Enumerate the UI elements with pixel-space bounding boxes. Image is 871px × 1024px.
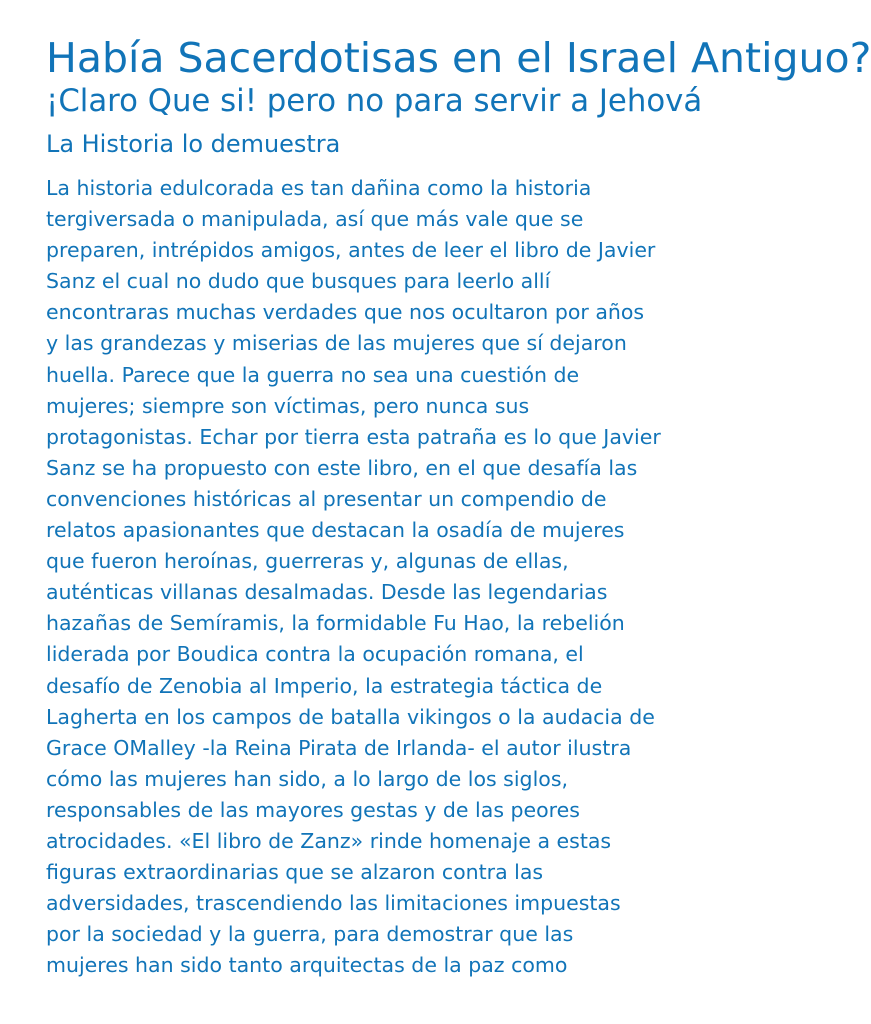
document-tagline: La Historia lo demuestra [46, 130, 341, 158]
body-line: adversidades, trascendiendo las limitaciones impuestas [46, 891, 621, 916]
body-line: protagonistas. Echar por tierra esta patraña es lo que Javier [46, 424, 661, 449]
body-line: auténticas villanas desalmadas. Desde las legendarias [46, 580, 608, 605]
document-title: Había Sacerdotisas en el Israel Antiguo? [46, 34, 871, 82]
body-line: figuras extraordinarias que se alzaron contra las [46, 860, 544, 885]
body-line: relatos apasionantes que destacan la osadía de mujeres [46, 518, 625, 543]
body-line: Lagherta en los campos de batalla vikingos o la audacia de [46, 704, 655, 729]
body-line: Grace OMalley -la Reina Pirata de Irlanda- el autor ilustra [46, 735, 632, 760]
body-line: atrocidades. «El libro de Zanz» rinde homenaje a estas [46, 828, 612, 853]
body-line: desafío de Zenobia al Imperio, la estrategia táctica de [46, 673, 603, 698]
body-line: mujeres han sido tanto arquitectas de la paz como [46, 953, 568, 978]
body-line: preparen, intrépidos amigos, antes de leer el libro de Javier [46, 238, 656, 263]
body-paragraph [46, 173, 736, 981]
body-line: encontraras muchas verdades que nos ocultaron por años [46, 300, 645, 325]
body-line: mujeres; siempre son víctimas, pero nunca sus [46, 393, 530, 418]
document-page [46, 34, 871, 981]
body-line: Sanz el cual no dudo que busques para leerlo allí [46, 269, 551, 294]
body-line: por la sociedad y la guerra, para demostrar que las [46, 922, 574, 947]
body-line: huella. Parece que la guerra no sea una cuestión de [46, 362, 580, 387]
document-subtitle: ¡Claro Que si! pero no para servir a Jehová [46, 83, 703, 119]
body-line: que fueron heroínas, guerreras y, algunas de ellas, [46, 549, 569, 574]
body-line: La historia edulcorada es tan dañina como la historia [46, 176, 592, 200]
body-line: convenciones históricas al presentar un compendio de [46, 486, 607, 511]
body-line: cómo las mujeres han sido, a lo largo de los siglos, [46, 766, 569, 791]
body-line: liderada por Boudica contra la ocupación romana, el [46, 642, 584, 667]
body-line: tergiversada o manipulada, así que más vale que se [46, 207, 584, 232]
body-line: y las grandezas y miserias de las mujeres que sí dejaron [46, 331, 627, 356]
body-line: hazañas de Semíramis, la formidable Fu Hao, la rebelión [46, 611, 625, 636]
body-line: Sanz se ha propuesto con este libro, en el que desafía las [46, 455, 638, 480]
body-line: responsables de las mayores gestas y de las peores [46, 797, 580, 822]
